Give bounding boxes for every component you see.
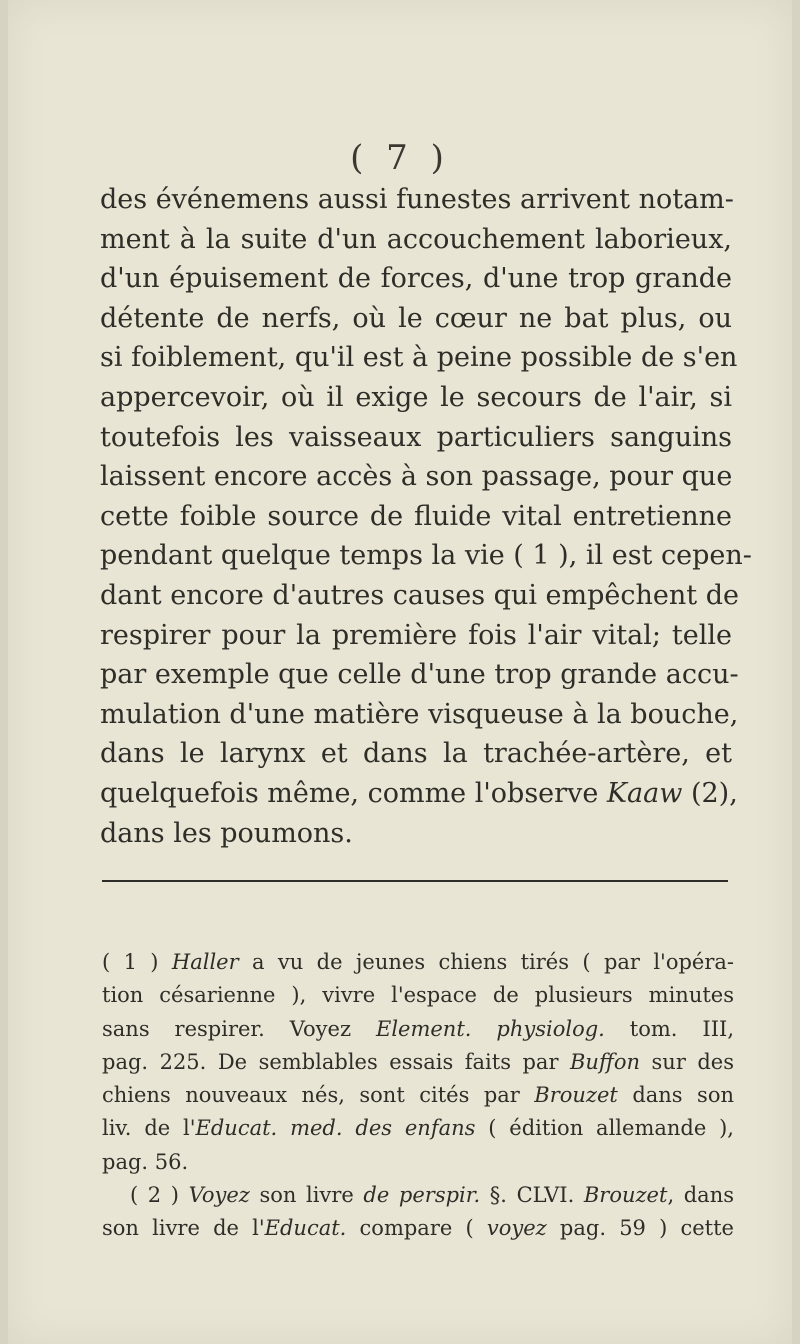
author-name: Buffon [570,1049,641,1074]
text-line: appercevoir, où il exige le secours de l'air, si [100,381,732,413]
text-segment: sur des [640,1049,735,1074]
footnote-2-line [102,1212,734,1245]
book-title: Element. physiolog. [375,1016,605,1041]
text-line: mulation d'une matière visqueuse à la bouche, [100,698,739,730]
text-line: des événemens aussi funestes arrivent notam- [100,184,734,215]
book-title: de perspir. [363,1183,481,1208]
text-segment: chiens nouveaux nés, sont cités par [102,1083,535,1108]
text-line: ment à la suite d'un accouchement laborieux, [100,223,732,255]
text-line: toutefois les vaisseaux particuliers sanguins [100,421,732,453]
text-line: dans le larynx et dans la trachée-artère, et [100,738,732,770]
text-segment: sans respirer. Voyez [102,1016,376,1041]
text-line: laissent encore accès à son passage, pour que [100,461,733,493]
author-name: Brouzet [534,1083,618,1108]
text-segment: son livre de l' [102,1216,265,1241]
footnote-1-line: tion césarienne ), vivre l'espace de plusieurs minutes [102,983,734,1008]
page-number: ( 7 ) [350,138,450,178]
text-line: détente de nerfs, où le cœur ne bat plus, ou [100,302,732,334]
author-name: Haller [171,950,239,974]
author-name-kaaw: Kaaw [606,777,683,809]
book-title: Educat. med. des enfans [195,1116,476,1141]
footnote-divider [102,880,728,882]
text-segment: §. CLVI. [480,1183,584,1208]
footnote-ref: (2), [682,777,738,809]
footnote-2-line [102,1179,734,1212]
footnote-marker: ( 1 ) [102,950,172,974]
text-line: pendant quelque temps la vie ( 1 ), il est cepen- [100,540,752,572]
author-name: Brouzet [583,1183,668,1208]
text-segment: quelquefois même, comme l'observe [100,777,607,809]
footnotes [102,946,734,1246]
footnote-1-line: pag. 56. [102,1149,189,1174]
text-segment: Voyez [188,1183,250,1208]
footnote-1-line [102,1046,734,1079]
text-line [100,774,738,814]
footnote-1-line [102,946,734,979]
text-segment: a vu de jeunes chiens tirés ( par l'opéra- [238,950,734,974]
text-segment: , dans [667,1183,734,1208]
text-line: dans les poumons. [100,817,353,849]
text-segment: compare ( [346,1216,487,1241]
text-segment: dans son [617,1083,734,1108]
text-segment: pag. 225. De semblables essais faits par [102,1049,570,1074]
main-paragraph [100,180,752,853]
text-line: par exemple que celle d'une trop grande accu- [100,659,739,691]
book-title: Educat. [264,1216,347,1241]
footnote-1-line [102,1079,734,1112]
footnote-1-line [102,1112,734,1145]
text-line: d'un épuisement de forces, d'une trop grande [100,263,732,295]
text-line: dant encore d'autres causes qui empêchent de [100,579,739,611]
footnote-1-line [102,1013,734,1046]
text-line: cette foible source de fluide vital entretienne [100,500,732,532]
text-line: si foiblement, qu'il est à peine possible de s'en [100,342,738,374]
text-line: respirer pour la première fois l'air vital; telle [100,619,732,651]
footnote-marker: ( 2 ) [130,1183,189,1208]
text-segment: voyez [486,1216,547,1241]
text-segment: pag. 59 ) cette [546,1216,734,1241]
text-segment: son livre [249,1183,364,1208]
text-segment: ( édition allemande ), [475,1116,734,1141]
text-segment: tom. III, [604,1016,734,1041]
text-segment: liv. de l' [102,1116,196,1141]
